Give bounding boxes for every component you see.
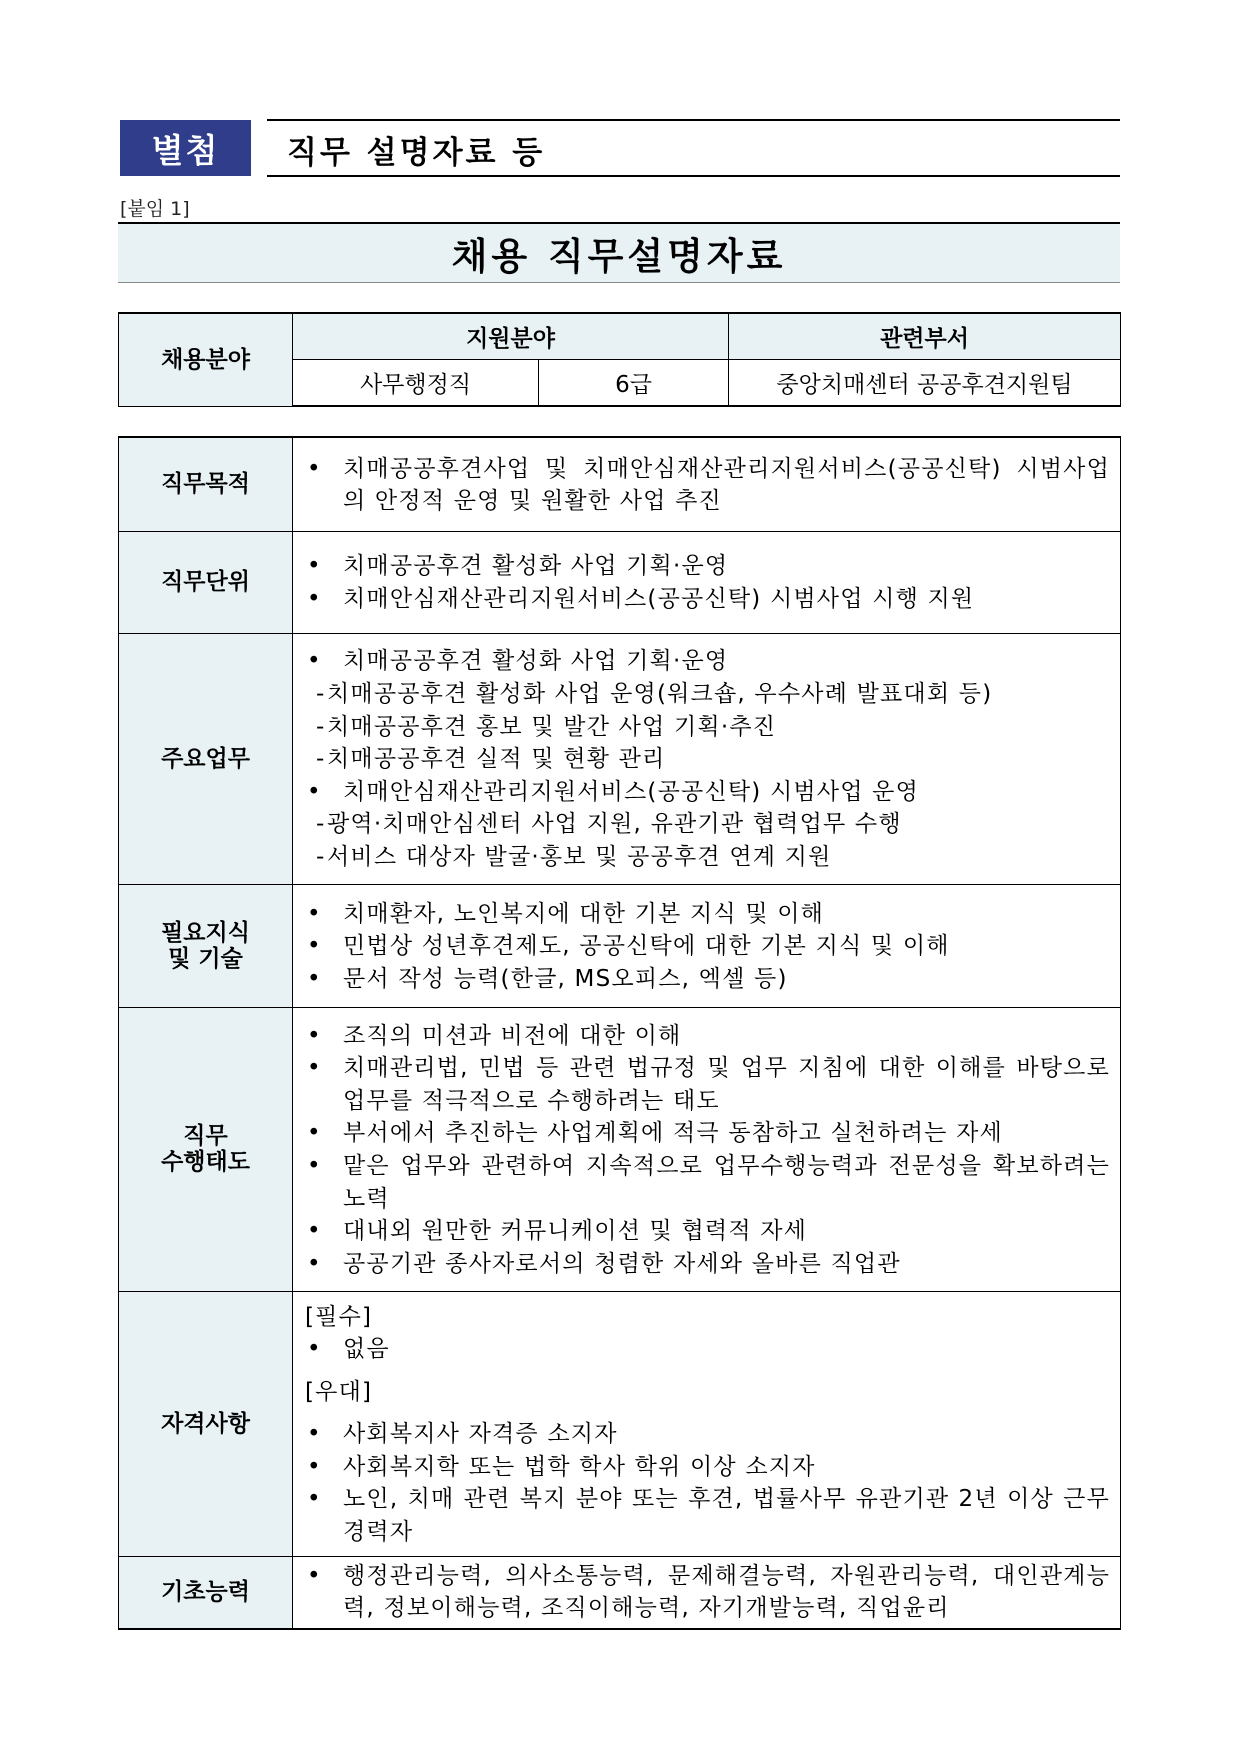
- label-work-attitude: [119, 1007, 293, 1291]
- list-item: • 치매안심재산관리지원서비스(공공신탁) 시범사업 운영: [305, 776, 1110, 809]
- sub-list-item: - 치매공공후견 활성화 사업 운영(워크숍, 우수사례 발표대회 등): [305, 678, 1110, 711]
- list-item: • 맡은 업무와 관련하여 지속적으로 업무수행능력과 전문성을 확보하려는 노력: [305, 1150, 1110, 1215]
- label-line: 및 기술: [168, 945, 243, 972]
- header-rule-bottom: [267, 175, 1120, 177]
- list-item: • 사회복지학 또는 법학 학사 학위 이상 소지자: [305, 1451, 1110, 1484]
- header-title: 직무 설명자료 등: [287, 135, 546, 171]
- list-item: • 대내외 원만한 커뮤니케이션 및 협력적 자세: [305, 1215, 1110, 1248]
- list-item: • 행정관리능력, 의사소통능력, 문제해결능력, 자원관리능력, 대인관계능력, 정보이해능력, 조직이해능력, 자기개발능력, 직업윤리: [305, 1560, 1110, 1625]
- label-job-unit: 직무단위: [119, 531, 293, 633]
- preferred-header: [우대]: [305, 1378, 373, 1405]
- label-line: 필요지식: [161, 919, 250, 946]
- list-item: • 문서 작성 능력(한글, MS오피스, 엑셀 등): [305, 963, 1110, 996]
- list-item: • 치매관리법, 민법 등 관련 법규정 및 업무 지침에 대한 이해를 바탕으로 업무를 적극적으로 수행하려는 태도: [305, 1052, 1110, 1117]
- attachment-label: [붙임 1]: [120, 198, 190, 220]
- document-header: [120, 119, 1120, 177]
- main-duties-content: [293, 633, 1121, 884]
- value-grade: 6급: [539, 360, 729, 407]
- label-recruitment-field: 채용분야: [119, 313, 293, 406]
- list-item: • 사회복지사 자격증 소지자: [305, 1418, 1110, 1451]
- required-header: [필수]: [305, 1303, 373, 1330]
- recruitment-summary-table: [118, 312, 1121, 407]
- header-rule-top: [267, 119, 1120, 121]
- sub-list-item: - 서비스 대상자 발굴·홍보 및 공공후견 연계 지원: [305, 841, 1110, 874]
- list-item: • 노인, 치매 관련 복지 분야 또는 후견, 법률사무 유관기관 2년 이상 근무 경력자: [305, 1483, 1110, 1548]
- list-item: • 치매공공후견 활성화 사업 기획·운영: [305, 550, 1110, 583]
- main-title: 채용 직무설명자료: [118, 222, 1120, 283]
- list-item: • 치매안심재산관리지원서비스(공공신탁) 시범사업 시행 지원: [305, 583, 1110, 616]
- value-department: 중앙치매센터 공공후견지원팀: [729, 360, 1121, 407]
- list-item: • 공공기관 종사자로서의 청렴한 자세와 올바른 직업관: [305, 1248, 1110, 1281]
- header-related-department: 관련부서: [729, 313, 1121, 360]
- value-field: 사무행정직: [293, 360, 539, 407]
- list-item: • 치매공공후견사업 및 치매안심재산관리지원서비스(공공신탁) 시범사업의 안정적 운영 및 원활한 사업 추진: [305, 453, 1110, 518]
- job-unit-content: [293, 531, 1121, 633]
- label-job-purpose: 직무목적: [119, 437, 293, 531]
- label-main-duties: 주요업무: [119, 633, 293, 884]
- label-qualifications: 자격사항: [119, 1291, 293, 1556]
- appendix-badge: 별첨: [120, 120, 251, 176]
- list-item: • 부서에서 추진하는 사업계획에 적극 동참하고 실천하려는 자세: [305, 1117, 1110, 1150]
- label-required-knowledge: [119, 884, 293, 1007]
- label-line: 수행태도: [161, 1149, 250, 1175]
- label-basic-competency: 기초능력: [119, 1556, 293, 1629]
- job-description-table: [118, 436, 1121, 1630]
- sub-list-item: - 치매공공후견 홍보 및 발간 사업 기획·추진: [305, 711, 1110, 744]
- sub-list-item: - 치매공공후견 실적 및 현황 관리: [305, 743, 1110, 776]
- list-item: • 치매환자, 노인복지에 대한 기본 지식 및 이해: [305, 898, 1110, 931]
- list-item: • 치매공공후견 활성화 사업 기획·운영: [305, 645, 1110, 678]
- work-attitude-content: [293, 1007, 1121, 1291]
- header-application-field: 지원분야: [293, 313, 729, 360]
- list-item: • 조직의 미션과 비전에 대한 이해: [305, 1020, 1110, 1053]
- qualifications-content: [293, 1291, 1121, 1556]
- required-knowledge-content: [293, 884, 1121, 1007]
- list-item: • 없음: [305, 1333, 1110, 1366]
- list-item: • 민법상 성년후견제도, 공공신탁에 대한 기본 지식 및 이해: [305, 930, 1110, 963]
- job-purpose-content: [293, 437, 1121, 531]
- sub-list-item: - 광역·치매안심센터 사업 지원, 유관기관 협력업무 수행: [305, 808, 1110, 841]
- label-line: 직무: [183, 1123, 228, 1149]
- basic-competency-content: [293, 1556, 1121, 1629]
